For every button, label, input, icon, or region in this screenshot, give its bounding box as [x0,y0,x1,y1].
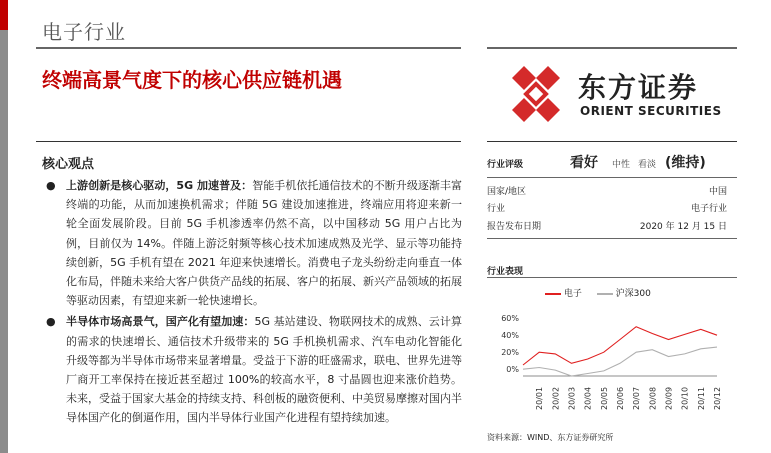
bullet-dot-icon: ● [46,179,56,192]
rating-bad: 看淡 [638,160,657,170]
data-source: 资料来源：WIND、东方证券研究所 [487,433,614,442]
x-tick-label: 20/04 [583,386,593,410]
industry-rating [487,152,737,174]
info-value: 电子行业 [690,204,727,214]
performance-heading: 行业表现 [487,267,524,277]
logo-chinese-name: 东方证券 [578,71,699,104]
rating-good: 看好 [570,155,598,171]
rating-neutral: 中性 [612,160,631,170]
bullet-text: 智能手机依托通信技术的不断升级逐渐丰富终端的功能，从而加速换机需求；伴随 5G 建设加速推进，终端应用将迎来新一轮全面发展阶段。目前 5G 手机渗透率仍然不高，以中国移动 5G 用户占比为例，目前仅为 14%。伴随上游泛射频等核心技术加速成熟及光学、显示等功能持续创新，5G 手机有望在 2021 年迎来快速增长。消费电子龙头纷纷走向垂直一体化布局，伴随未来给大客户供货产品线的拓展、客户的拓展、新兴产品领域的拓展等驱动因素，有望迎来新一轮快速增长。 [66,179,463,308]
series-line-csi300 [523,347,717,376]
x-tick-label: 20/10 [680,386,690,410]
header-rule-right [487,47,737,49]
bullet-lead: 上游创新是核心驱动，5G 加速普及： [66,179,253,192]
info-key: 国家/地区 [487,187,527,197]
bullet-item [42,176,462,310]
legend-label-csi300: 沪深300 [615,289,651,299]
y-tick-label: 60% [501,314,519,324]
x-tick-label: 20/11 [696,386,706,410]
rating-rule [487,177,737,178]
bullet-text: 5G 基站建设、物联网技术的成熟、云计算的需求的快速增长、通信技术升级带来的 5G 手机换机需求、汽车电动化智能化升级等都为半导体市场带来显著增量。受益于下游的旺盛需求，联电、世界先进等厂商开工率保持在接近甚至超过 100%的较高水平，8 寸晶圆也迎来涨价趋势。未来，受益于国家大基金的持续支持、科创板的融资便利、中美贸易摩擦对国内半导体国产化的倒逼作用，国内半导体行业国产化进程有望持续加速。 [66,315,462,425]
info-row [487,201,727,214]
core-view-heading: 核心观点 [42,157,95,172]
left-accent-bar [0,0,8,453]
info-value: 中国 [708,187,727,197]
rating-maintain: (维持) [665,155,706,171]
x-tick-label: 20/07 [632,386,642,410]
chart-legend [545,286,651,299]
x-tick-label: 20/12 [713,386,722,410]
y-tick-label: 40% [501,331,519,341]
info-row [487,184,727,197]
core-view-list [42,176,462,428]
report-title: 终端高景气度下的核心供应链机遇 [42,68,342,92]
performance-rule [487,277,737,278]
left-accent-red [0,0,8,30]
logo-rule [487,141,737,142]
logo-english-name: ORIENT SECURITIES [580,104,722,118]
header-rule [36,47,461,49]
performance-chart [487,300,737,425]
bullet-lead: 半导体市场高景气，国产化有望加速： [66,315,255,329]
title-rule [36,141,461,142]
y-tick-label: 0% [506,365,519,375]
info-key: 行业 [487,204,506,214]
rating-label: 行业评级 [487,160,524,170]
x-tick-label: 20/09 [664,386,674,410]
x-tick-label: 20/08 [648,386,658,410]
y-tick-label: 20% [501,348,519,358]
x-tick-label: 20/01 [535,386,545,410]
info-value: 2020 年 12 月 15 日 [639,222,727,232]
info-key: 报告发布日期 [487,222,542,232]
company-logo [500,64,730,124]
x-tick-label: 20/03 [567,386,577,410]
bullet-dot-icon: ● [46,315,56,329]
x-tick-label: 20/05 [599,386,609,410]
x-tick-label: 20/02 [551,386,561,410]
legend-swatch-csi300 [597,293,613,295]
legend-label-electronics: 电子 [563,289,582,299]
legend-swatch-electronics [545,293,561,295]
logo-mark-icon [504,64,568,124]
sector-label: 电子行业 [42,20,126,44]
info-row [487,219,727,232]
x-tick-label: 20/06 [616,386,625,410]
info-rule [487,238,737,239]
series-line-electronics [523,327,717,365]
bullet-item [42,312,462,427]
